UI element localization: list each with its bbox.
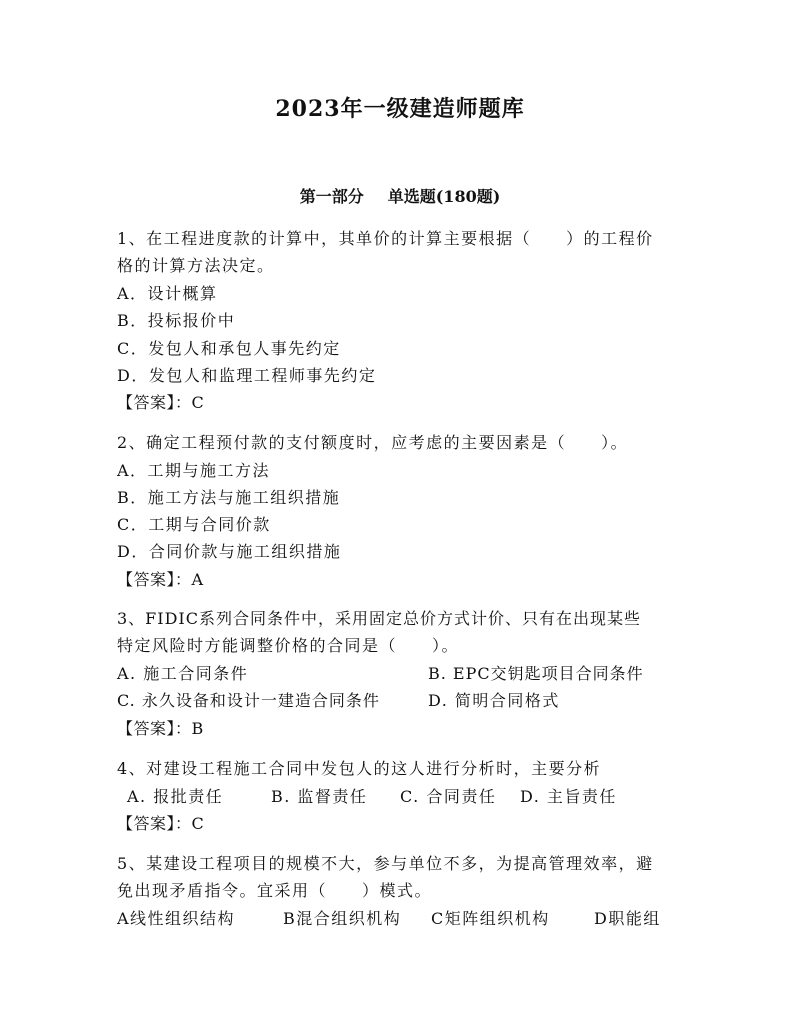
question-5-stem-line-1: 5、某建设工程项目的规模不大，参与单位不多，为提高管理效率，避 — [117, 854, 654, 873]
question-5-option-c: C矩阵组织机构 — [431, 909, 550, 928]
question-3-option-d: D. 简明合同格式 — [428, 691, 560, 710]
question-4-option-d: D. 主旨责任 — [520, 787, 617, 806]
question-1-stem-line-2: 格的计算方法决定。 — [117, 256, 275, 275]
question-2-stem-line-1: 2、确定工程预付款的支付额度时，应考虑的主要因素是（ ）。 — [117, 433, 629, 452]
question-2-option-d: D．合同价款与施工组织措施 — [117, 542, 342, 561]
question-4-stem-line-1: 4、对建设工程施工合同中发包人的这人进行分析时，主要分析 — [117, 759, 602, 778]
question-3-option-b: B. EPC交钥匙项目合同条件 — [428, 664, 644, 683]
question-2-option-a: A．工期与施工方法 — [117, 461, 271, 480]
section-heading — [0, 184, 800, 207]
document-title: 2023年一级建造师题库 — [275, 96, 525, 122]
question-1-option-d: D．发包人和监理工程师事先约定 — [117, 366, 377, 385]
question-2-option-c: C．工期与合同价款 — [117, 515, 271, 534]
question-3-stem-line-2: 特定风险时方能调整价格的合同是（ ）。 — [117, 636, 460, 655]
question-4-option-b: B. 监督责任 — [271, 787, 368, 806]
question-3-option-c: C. 永久设备和设计一建造合同条件 — [117, 691, 380, 710]
section-part: 第一部分 — [299, 187, 364, 206]
question-5-option-b: B混合组织机构 — [283, 909, 402, 928]
question-3-answer: 【答案】：B — [117, 719, 204, 738]
question-4-option-a: A. 报批责任 — [127, 787, 224, 806]
question-5-option-a: A线性组织结构 — [117, 909, 236, 928]
question-4-answer: 【答案】：C — [117, 814, 205, 833]
question-5-stem-line-2: 免出现矛盾指令。宜采用（ ）模式。 — [117, 881, 433, 900]
section-name: 单选题(180题) — [387, 187, 501, 206]
question-5-option-d: D职能组 — [594, 909, 661, 928]
question-1-stem-line-1: 1、在工程进度款的计算中，其单价的计算主要根据（ ）的工程价 — [117, 229, 654, 248]
question-1-option-a: A．设计概算 — [117, 284, 218, 303]
question-3-stem-line-1: 3、FIDIC系列合同条件中，采用固定总价方式计价、只有在出现某些 — [117, 609, 641, 628]
question-1-option-b: B．投标报价中 — [117, 311, 236, 330]
question-2-answer: 【答案】：A — [117, 570, 204, 589]
question-4-option-c: C. 合同责任 — [400, 787, 497, 806]
question-1-answer: 【答案】：C — [117, 393, 205, 412]
question-3-option-a: A. 施工合同条件 — [117, 664, 249, 683]
question-2-option-b: B．施工方法与施工组织措施 — [117, 488, 341, 507]
question-1-option-c: C．发包人和承包人事先约定 — [117, 339, 341, 358]
